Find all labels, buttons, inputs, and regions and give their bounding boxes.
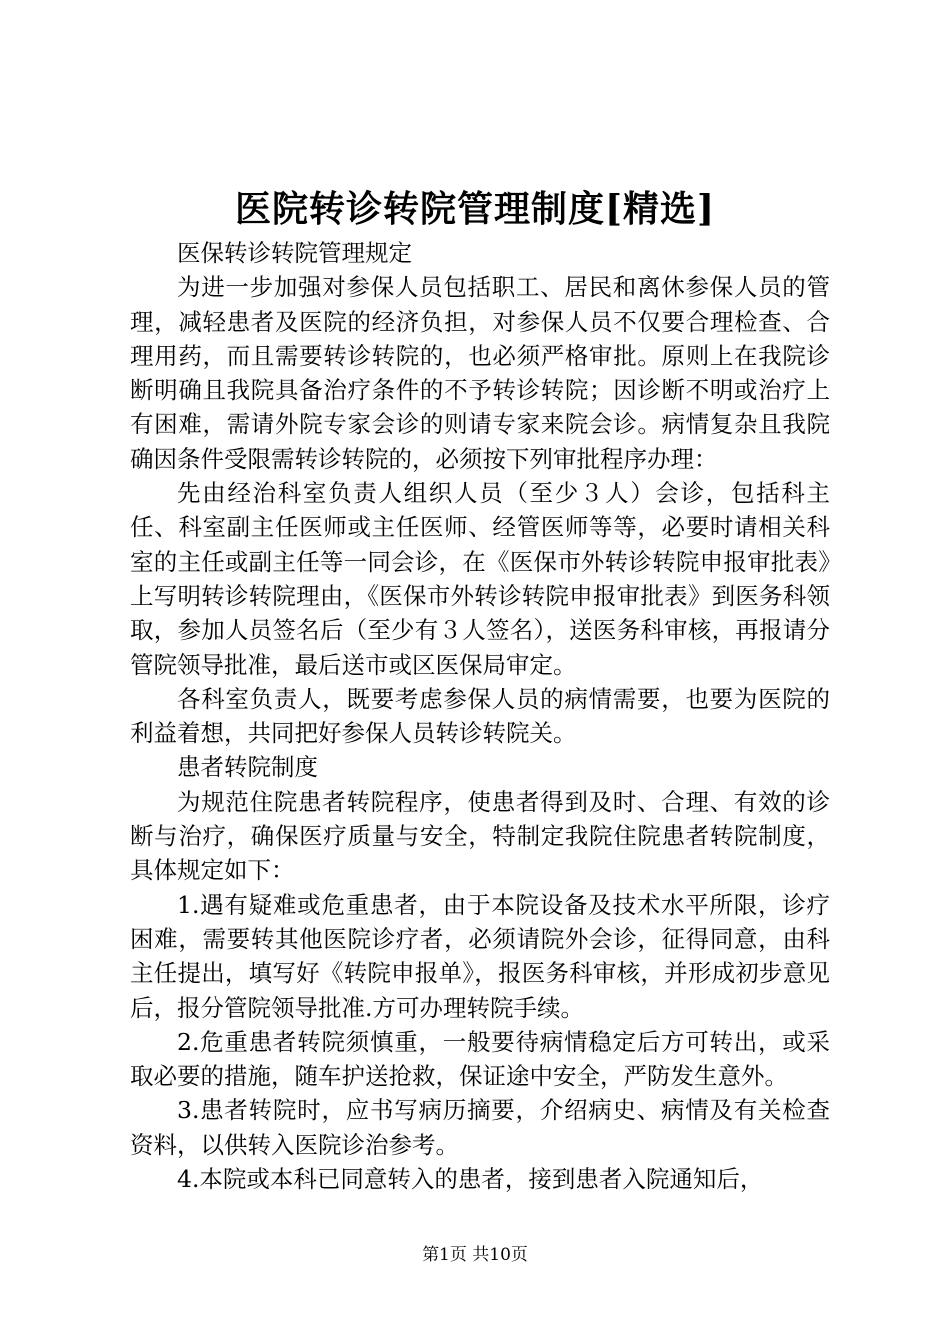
page-footer: 第1页 共10页 [422,1245,528,1265]
document-title: 医院转诊转院管理制度[精选] [234,188,716,230]
list-item: 3.患者转院时，应书写病历摘要，介绍病史、病情及有关检查资料，以供转入医院诊治参考。 [130,1096,830,1159]
paragraph: 先由经治科室负责人组织人员（至少３人）会诊，包括科主任、科室副主任医师或主任医师、经管医师等等，必要时请相关科室的主任或副主任等一同会诊，在《医保市外转诊转院申报审批表》上写明转诊转院理由，《医保市外转诊转院申报审批表》到医务科领取，参加人员签名后（至少有３人签名），送医务科审核，再报请分管院领导批准，最后送市或区医保局审定。 [130,479,830,679]
paragraph: 为规范住院患者转院程序，使患者得到及时、合理、有效的诊断与治疗，确保医疗质量与安全，特制定我院住院患者转院制度，具体规定如下： [130,787,830,885]
section-heading: 医保转诊转院管理规定 [177,239,412,267]
document-body [130,236,830,1196]
list-item: 2.危重患者转院须慎重，一般要待病情稳定后方可转出，或采取必要的措施，随车护送抢救，保证途中安全，严防发生意外。 [130,1027,830,1091]
paragraph: 为进一步加强对参保人员包括职工、居民和离休参保人员的管理，减轻患者及医院的经济负担，对参保人员不仅要合理检查、合理用药，而且需要转诊转院的，也必须严格审批。原则上在我院诊断明确且我院具备治疗条件的不予转诊转院；因诊断不明或治疗上有困难，需请外院专家会诊的则请专家来院会诊。病情复杂且我院确因条件受限需转诊转院的，必须按下列审批程序办理： [130,273,830,473]
paragraph: 各科室负责人，既要考虑参保人员的病情需要，也要为医院的利益着想，共同把好参保人员转诊转院关。 [130,684,830,748]
list-item: 1.遇有疑难或危重患者，由于本院设备及技术水平所限，诊疗困难，需要转其他医院诊疗者，必须请院外会诊，征得同意，由科主任提出，填写好《转院申报单》，报医务科审核，并形成初步意见后，报分管院领导批准.方可办理转院手续。 [130,890,830,1022]
section-heading: 患者转院制度 [177,753,318,782]
list-item: 4.本院或本科已同意转入的患者，接到患者入院通知后， [177,1165,764,1194]
